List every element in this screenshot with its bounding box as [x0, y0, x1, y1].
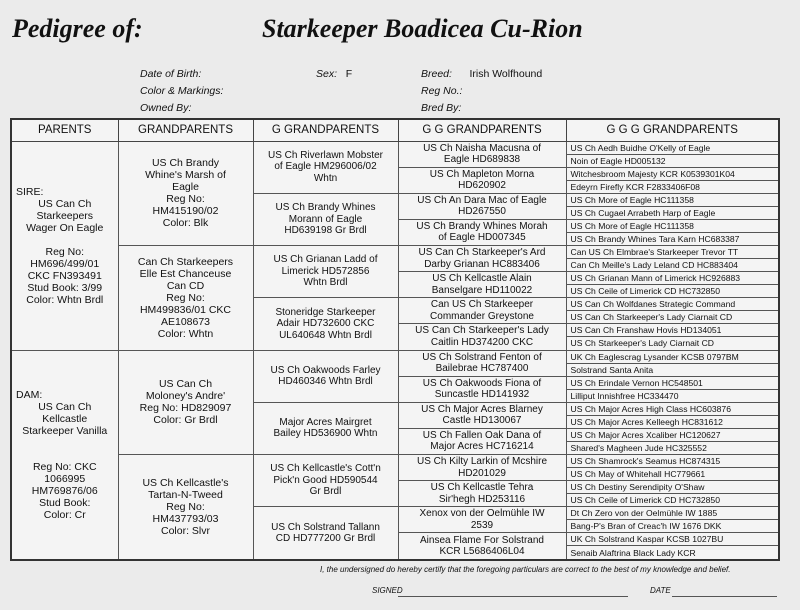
gg-grandparent-cell: Xenox von der Oelmühle IW 2539 [398, 507, 566, 533]
breed-value: Irish Wolfhound [469, 68, 543, 80]
ggg-grandparent-cell: Edeyrn Firefly KCR F2833406F08 [566, 180, 779, 193]
ggg-grandparent-cell: Witchesbroom Majesty KCR K0539301K04 [566, 167, 779, 180]
gg-grandparent-cell: US Ch Brandy Whines Morah of Eagle HD007345 [398, 219, 566, 245]
ggg-grandparent-cell: US Can Ch Franshaw Hovis HD134051 [566, 324, 779, 337]
gg-grandparent-cell: US Ch Oakwoods Fiona of Suncastle HD141932 [398, 376, 566, 402]
sex-field: Sex: F [316, 68, 353, 80]
ggg-grandparent-cell: US Ch Major Acres Xcaliber HC120627 [566, 428, 779, 441]
dam-cell [11, 350, 118, 560]
dog-name: Starkeeper Boadicea Cu-Rion [262, 14, 583, 43]
ggg-grandparent-cell: UK Ch Eaglescrag Lysander KCSB 0797BM [566, 350, 779, 363]
ggg-grandparent-cell: US Ch More of Eagle HC111358 [566, 219, 779, 232]
ggg-grandparent-cell: US Ch Major Acres High Class HC603876 [566, 402, 779, 415]
ggg-grandparent-cell: US Ch Grianan Mann of Limerick HC926883 [566, 272, 779, 285]
ggg-grandparent-cell: US Ch Cugael Arrabeth Harp of Eagle [566, 206, 779, 219]
gg-grandparent-cell: US Ch An Dara Mac of Eagle HD267550 [398, 193, 566, 219]
gg-grandparent-cell: US Ch Kellcastle Alain Banselgare HD110022 [398, 272, 566, 298]
pedigree-label: Pedigree of: [12, 14, 143, 43]
date-line [672, 596, 777, 597]
gg-grandparent-cell: US Can Ch Starkeeper's Ard Darby Grianan HC883406 [398, 246, 566, 272]
ggg-grandparent-cell: US Ch Major Acres Kelleegh HC831612 [566, 415, 779, 428]
dob-label: Date of Birth: [140, 68, 202, 80]
gg-grandparent-cell: US Ch Solstrand Fenton of Bailebrae HC787400 [398, 350, 566, 376]
column-header: GRANDPARENTS [118, 119, 253, 141]
grandparent-cell: US Ch Brandy Whine's Marsh of Eagle Reg No: HM415190/02 Color: Blk [118, 141, 253, 246]
gg-grandparent-cell: US Ch Fallen Oak Dana of Major Acres HC716214 [398, 428, 566, 454]
ggg-grandparent-cell: US Ch Destiny Serendipity O'Shaw [566, 481, 779, 494]
gg-grandparent-cell: US Ch Kellcastle Tehra Sir'hegh HD253116 [398, 481, 566, 507]
column-header: G G G GRANDPARENTS [566, 119, 779, 141]
great-grandparent-cell: Stoneridge Starkeeper Adair HD732600 CKC UL640648 Whtn Brdl [253, 298, 398, 350]
bred-by-label: Bred By: [421, 102, 462, 114]
gg-grandparent-cell: Ainsea Flame For Solstrand KCR L5686406L04 [398, 533, 566, 560]
certification-statement: I, the undersigned do hereby certify that the foregoing particulars are correct to the best of my knowledge and belief. [320, 565, 731, 574]
ggg-grandparent-cell: US Ch May of Whitehall HC779661 [566, 468, 779, 481]
dam-label: DAM: [16, 388, 43, 401]
ggg-grandparent-cell: Can US Ch Elmbrae's Starkeeper Trevor TT [566, 246, 779, 259]
color-markings-label: Color & Markings: [140, 85, 224, 97]
ggg-grandparent-cell: US Ch Starkeeper's Lady Ciarnait CD [566, 337, 779, 350]
ggg-grandparent-cell: Noin of Eagle HD005132 [566, 154, 779, 167]
column-header: G G GRANDPARENTS [398, 119, 566, 141]
ggg-grandparent-cell: US Ch Aedh Buidhe O'Kelly of Eagle [566, 141, 779, 154]
ggg-grandparent-cell: US Ch Brandy Whines Tara Karn HC683387 [566, 232, 779, 245]
gg-grandparent-cell: Can US Ch Starkeeper Commander Greystone [398, 298, 566, 324]
ggg-grandparent-cell: Dt Ch Zero von der Oelmühle IW 1885 [566, 507, 779, 520]
ggg-grandparent-cell: US Ch Erindale Vernon HC548501 [566, 376, 779, 389]
ggg-grandparent-cell: US Ch More of Eagle HC111358 [566, 193, 779, 206]
pedigree-table [10, 118, 780, 561]
great-grandparent-cell: US Ch Brandy Whines Morann of Eagle HD639198 Gr Brdl [253, 193, 398, 245]
column-header: G GRANDPARENTS [253, 119, 398, 141]
gg-grandparent-cell: US Ch Naisha Macusna of Eagle HD689838 [398, 141, 566, 167]
ggg-grandparent-cell: US Can Ch Wolfdanes Strategic Command [566, 298, 779, 311]
ggg-grandparent-cell: Can Ch Meille's Lady Leland CD HC883404 [566, 259, 779, 272]
great-grandparent-cell: US Ch Oakwoods Farley HD460346 Whtn Brdl [253, 350, 398, 402]
ggg-grandparent-cell: US Ch Ceile of Limerick CD HC732850 [566, 494, 779, 507]
great-grandparent-cell: US Ch Riverlawn Mobster of Eagle HM296006/02 Whtn [253, 141, 398, 193]
great-grandparent-cell: Major Acres Mairgret Bailey HD536900 Whtn [253, 402, 398, 454]
gg-grandparent-cell: US Ch Kilty Larkin of Mcshire HD201029 [398, 455, 566, 481]
signature-line [398, 596, 628, 597]
ggg-grandparent-cell: Senaib Alaftrina Black Lady KCR [566, 546, 779, 560]
gg-grandparent-cell: US Ch Major Acres Blarney Castle HD130067 [398, 402, 566, 428]
sex-value: F [345, 68, 353, 80]
ggg-grandparent-cell: Solstrand Santa Anita [566, 363, 779, 376]
gg-grandparent-cell: US Can Ch Starkeeper's Lady Caitlin HD374200 CKC [398, 324, 566, 350]
dam-details: US Can Ch Kellcastle Starkeeper Vanilla Reg No: CKC 1066995 HM769876/06 Stud Book: Color: Cr [22, 400, 108, 521]
ggg-grandparent-cell: US Ch Ceile of Limerick CD HC732850 [566, 285, 779, 298]
ggg-grandparent-cell: Lilliput Innishfree HC334470 [566, 389, 779, 402]
grandparent-cell: US Ch Kellcastle's Tartan-N-Tweed Reg No: HM437793/03 Color: Slvr [118, 455, 253, 561]
grandparent-cell: Can Ch Starkeepers Elle Est Chanceuse Can CD Reg No: HM499836/01 CKC AE108673 Color: Whtn [118, 246, 253, 351]
ggg-grandparent-cell: US Can Ch Starkeeper's Lady Ciarnait CD [566, 311, 779, 324]
ggg-grandparent-cell: Bang-P's Bran of Creac'h IW 1676 DKK [566, 520, 779, 533]
breed-field: Breed: Irish Wolfhound [421, 68, 543, 80]
gg-grandparent-cell: US Ch Mapleton Morna HD620902 [398, 167, 566, 193]
owned-by-label: Owned By: [140, 102, 192, 114]
sire-details: US Can Ch Starkeepers Wager On Eagle Reg No: HM696/499/01 CKC FN393491 Stud Book: 3/99 Color: Whtn Brdl [26, 197, 104, 306]
reg-no-label: Reg No.: [421, 85, 463, 97]
great-grandparent-cell: US Ch Solstrand Tallann CD HD777200 Gr Brdl [253, 507, 398, 560]
grandparent-cell: US Can Ch Moloney's Andre' Reg No: HD829097 Color: Gr Brdl [118, 350, 253, 455]
ggg-grandparent-cell: Shared's Magheen Jude HC325552 [566, 441, 779, 454]
ggg-grandparent-cell: UK Ch Solstrand Kaspar KCSB 1027BU [566, 533, 779, 546]
date-label: DATE [650, 586, 671, 595]
sire-label: SIRE: [16, 185, 44, 198]
column-header-row [11, 119, 779, 141]
ggg-grandparent-cell: US Ch Shamrock's Seamus HC874315 [566, 455, 779, 468]
great-grandparent-cell: US Ch Grianan Ladd of Limerick HD572856 Whtn Brdl [253, 246, 398, 298]
column-header: PARENTS [11, 119, 118, 141]
great-grandparent-cell: US Ch Kellcastle's Cott'n Pick'n Good HD590544 Gr Brdl [253, 455, 398, 507]
signed-label: SIGNED [372, 586, 403, 595]
sire-cell [11, 141, 118, 350]
